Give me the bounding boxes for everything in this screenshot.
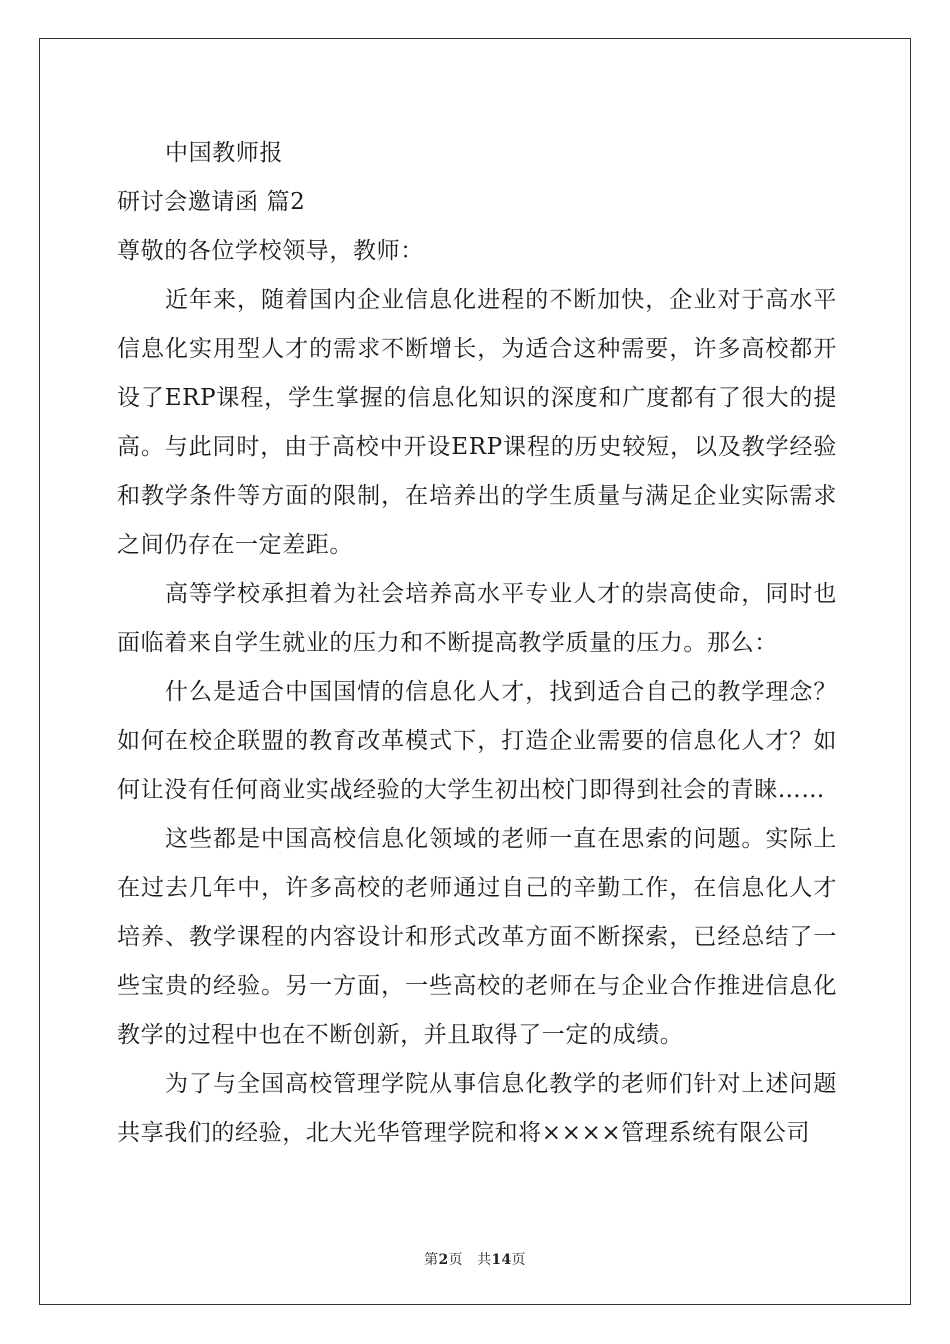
paragraph-5: 为了与全国高校管理学院从事信息化教学的老师们针对上述问题共享我们的经验，北大光华管理学院和将××××管理系统有限公司	[117, 1071, 837, 1146]
paragraph-1: 近年来，随着国内企业信息化进程的不断加快，企业对于高水平信息化实用型人才的需求不断增长，为适合这种需要，许多高校都开设了ERP课程，学生掌握的信息化知识的深度和广度都有了很大的提高。与此同时，由于高校中开设ERP课程的历史较短，以及教学经验和教学条件等方面的限制，在培养出的学生质量与满足企业实际需求之间仍存在一定差距。	[117, 287, 837, 558]
document-body	[117, 129, 837, 1158]
paragraph-2: 高等学校承担着为社会培养高水平专业人才的崇高使命，同时也面临着来自学生就业的压力和不断提高教学质量的压力。那么：	[117, 581, 837, 656]
document-title: 研讨会邀请函 篇2	[117, 189, 306, 215]
page-prefix: 第	[424, 1252, 439, 1268]
salutation: 尊敬的各位学校领导，教师：	[117, 238, 424, 264]
total-prefix: 共	[477, 1252, 492, 1268]
paragraph-4: 这些都是中国高校信息化领域的老师一直在思索的问题。实际上在过去几年中，许多高校的老师通过自己的辛勤工作，在信息化人才培养、教学课程的内容设计和形式改革方面不断探索，已经总结了一些宝贵的经验。另一方面，一些高校的老师在与企业合作推进信息化教学的过程中也在不断创新，并且取得了一定的成绩。	[117, 826, 837, 1048]
page-footer	[0, 1249, 950, 1269]
source-line: 中国教师报	[165, 140, 283, 166]
total-unit: 页	[511, 1252, 526, 1268]
paragraph-3: 什么是适合中国国情的信息化人才，找到适合自己的教学理念？如何在校企联盟的教育改革模式下，打造企业需要的信息化人才？如何让没有任何商业实战经验的大学生初出校门即得到社会的青睐……	[117, 679, 837, 803]
page-total: 14	[491, 1252, 512, 1268]
page-current: 2	[438, 1252, 449, 1268]
page-unit: 页	[448, 1252, 463, 1268]
